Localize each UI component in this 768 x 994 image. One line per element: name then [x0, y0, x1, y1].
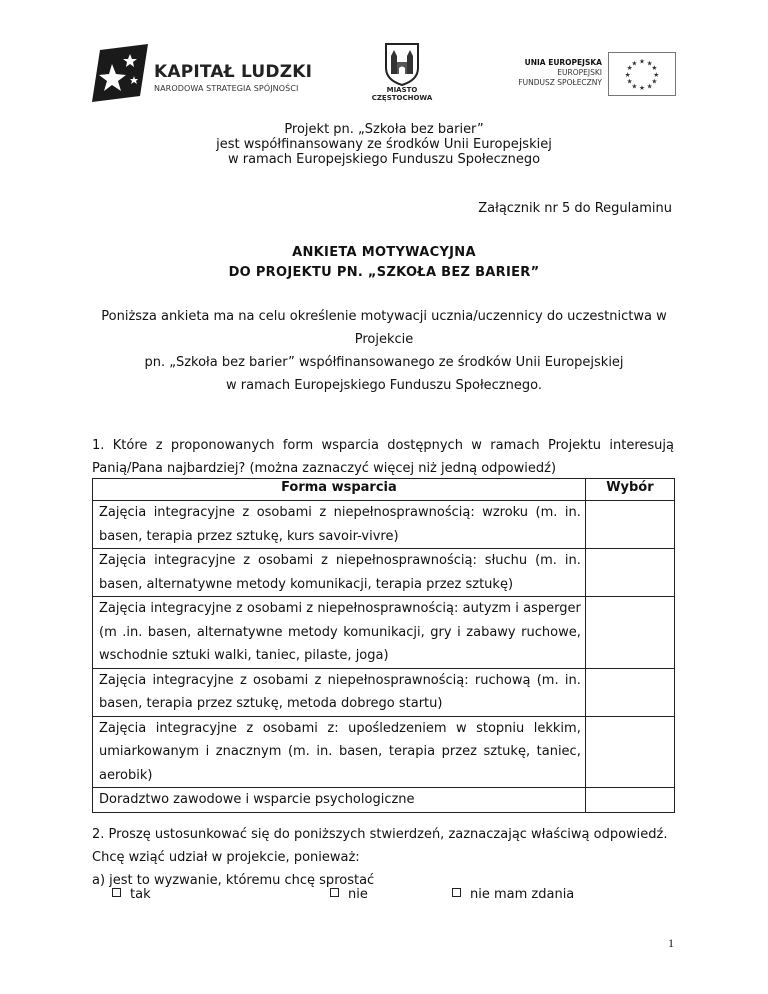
answer-label-no-opinion: nie mam zdania — [470, 887, 575, 902]
eu-line1: UNIA EUROPEJSKA — [524, 58, 602, 67]
city-name-line1: MIASTO — [386, 86, 418, 94]
annex-label: Załącznik nr 5 do Regulaminu — [478, 201, 672, 216]
question-2-block — [92, 823, 676, 892]
support-option-hearing: Zajęcia integracyjne z osobami z niepełnosprawnością: słuchu (m. in. basen, alternatywne metody komunikacji, terapia przez sztukę) — [93, 549, 586, 597]
table-header-row — [93, 479, 675, 501]
intro-line3: pn. „Szkoła bez barier” współfinansowanego ze środków Unii Europejskiej — [144, 355, 624, 370]
city-name-line2: CZĘSTOCHOWA — [371, 94, 433, 102]
choice-cell-motor[interactable] — [585, 668, 674, 716]
table-row — [93, 788, 675, 813]
statement-a: a) jest to wyzwanie, któremu chcę sprostać — [92, 873, 375, 888]
support-option-intellectual: Zajęcia integracyjne z osobami z: upośledzeniem w stopniu lekkim, umiarkowanym i znacznym (m. in. basen, terapia przez sztukę, taniec, aerobik) — [93, 716, 586, 788]
svg-text:★: ★ — [653, 70, 660, 79]
answer-option-no[interactable] — [330, 887, 368, 902]
intro-line1: Poniższa ankieta ma na celu określenie motywacji ucznia/uczennicy do uczestnictwa w — [101, 309, 667, 324]
table-row — [93, 549, 675, 597]
svg-text:★: ★ — [639, 84, 645, 93]
svg-text:★: ★ — [631, 82, 638, 91]
checkbox-icon[interactable] — [452, 888, 461, 897]
intro-line4: w ramach Europejskiego Funduszu Społecznego. — [226, 378, 542, 393]
survey-subtitle: DO PROJEKTU PN. „SZKOŁA BEZ BARIER” — [228, 265, 540, 280]
support-option-motor: Zajęcia integracyjne z osobami z niepełnosprawnością: ruchową (m. in. basen, terapia przez sztukę, metoda dobrego startu) — [93, 668, 586, 716]
column-header-choice: Wybór — [585, 479, 674, 501]
svg-text:★: ★ — [646, 82, 653, 91]
choice-cell-intellectual[interactable] — [585, 716, 674, 788]
city-logo — [370, 42, 434, 108]
svg-text:★: ★ — [626, 77, 633, 86]
support-option-vision: Zajęcia integracyjne z osobami z niepełnosprawnością: wzroku (m. in. basen, terapia przez sztukę, kurs savoir-vivre) — [93, 501, 586, 549]
table-row — [93, 597, 675, 669]
kapital-ludzki-title: KAPITAŁ LUDZKI — [154, 62, 313, 82]
support-option-autism: Zajęcia integracyjne z osobami z niepełnosprawnością: autyzm i asperger (m .in. basen, alternatywne metody komunikacji, gry i zabawy ruchowe, wschodnie sztuki walki, taniec, pilaste, joga) — [93, 597, 586, 669]
eu-logo-text — [486, 58, 602, 88]
eu-flag-icon — [608, 52, 676, 96]
choice-cell-hearing[interactable] — [585, 549, 674, 597]
page-number: 1 — [668, 936, 674, 950]
kapital-ludzki-subtitle: NARODOWA STRATEGIA SPÓJNOŚCI — [154, 84, 299, 93]
table-row — [93, 668, 675, 716]
kapital-ludzki-star-icon — [92, 42, 148, 104]
answer-option-no-opinion[interactable] — [452, 887, 574, 902]
answer-label-no: nie — [348, 887, 368, 902]
eu-line2: EUROPEJSKI — [557, 68, 602, 77]
question-2: 2. Proszę ustosunkować się do poniższych stwierdzeń, zaznaczając właściwą odpowiedź. — [92, 827, 668, 842]
answer-option-yes[interactable] — [112, 887, 151, 902]
table-row — [93, 501, 675, 549]
svg-text:★: ★ — [646, 59, 653, 68]
svg-text:★: ★ — [651, 77, 658, 86]
svg-text:★: ★ — [651, 64, 658, 73]
question-2-intro: Chcę wziąć udział w projekcie, ponieważ: — [92, 850, 360, 865]
svg-text:★: ★ — [624, 70, 631, 79]
checkbox-icon[interactable] — [112, 888, 121, 897]
project-info-line2: jest współfinansowany ze środków Unii Europejskiej — [216, 137, 552, 152]
svg-text:★: ★ — [626, 64, 633, 73]
answer-options-a — [92, 887, 676, 909]
support-option-counseling: Doradztwo zawodowe i wsparcie psychologiczne — [93, 788, 586, 813]
answer-label-yes: tak — [130, 887, 151, 902]
choice-cell-vision[interactable] — [585, 501, 674, 549]
checkbox-icon[interactable] — [330, 888, 339, 897]
choice-cell-counseling[interactable] — [585, 788, 674, 813]
survey-title: ANKIETA MOTYWACYJNA — [292, 245, 476, 260]
question-1: 1. Które z proponowanych form wsparcia dostępnych w ramach Projektu interesują Panią/Pana najbardziej? (można zaznaczyć więcej niż jedną odpowiedź) — [92, 438, 674, 476]
intro-line2: Projekcie — [354, 332, 414, 347]
kapital-ludzki-logo — [92, 42, 322, 104]
choice-cell-autism[interactable] — [585, 597, 674, 669]
svg-text:★: ★ — [639, 57, 645, 66]
eu-line3: FUNDUSZ SPOŁECZNY — [518, 78, 602, 87]
support-form-table — [92, 478, 675, 813]
city-crest-icon — [384, 42, 420, 86]
svg-text:★: ★ — [631, 59, 638, 68]
project-info-line3: w ramach Europejskiego Funduszu Społecznego — [227, 152, 541, 167]
table-row — [93, 716, 675, 788]
column-header-form: Forma wsparcia — [93, 479, 586, 501]
project-info-line1: Projekt pn. „Szkoła bez barier” — [284, 122, 484, 137]
